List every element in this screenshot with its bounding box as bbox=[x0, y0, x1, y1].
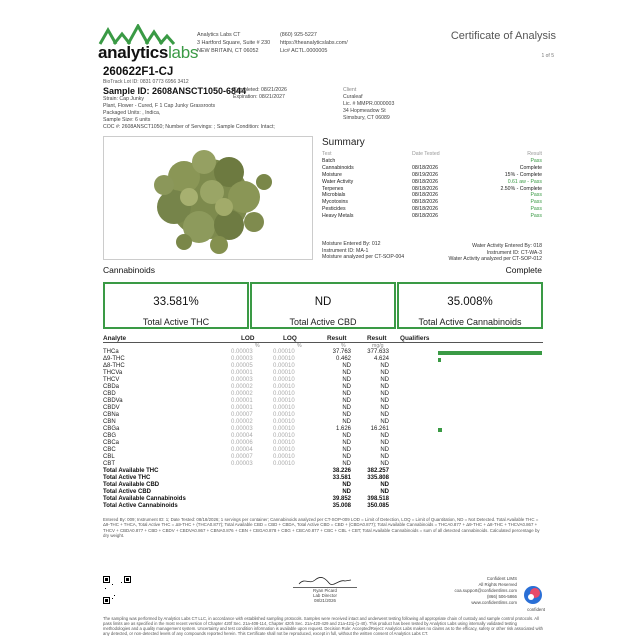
disclaimer: The sampling was performed by Analytics Labs CT LLC, in accordance with established sampling protocols. Samples were received intact and underwent testing following all appropriate chain of custody and sample control protocols. All pass limits are as specified in the most recent version of Chapter 420f Sec. 21a-408-114, Chapter 420h Sec. 21a-420-429 and 21a-421j-(1-40). This product has been tested by Analytics Labs using internally validated testing methodologies and a quality management system. Uncertainty and test condition information is available upon request. Decision Rule: Accepted/Reject: Analytics Labs makes no claims as to the efficacy, safety or other risk associated with any detected, or non-detected levels of any compounds reported herein. This Certificate shall not be reproduced, except in full, without the written consent of Analytics Labs CT. bbox=[103, 616, 543, 636]
total-row bbox=[103, 503, 543, 510]
total-active-cannabinoids-value: 35.008% bbox=[447, 296, 493, 308]
packaged-units: Packaged Units: , Indica, bbox=[103, 110, 161, 116]
analyte-loq: 0.00010 bbox=[273, 356, 295, 362]
summary-date: 08/18/2026 bbox=[412, 164, 438, 171]
analyte-loq: 0.00010 bbox=[273, 419, 295, 425]
cannabinoids-title: Cannabinoids bbox=[103, 265, 155, 275]
analyte-result-mg: ND bbox=[380, 433, 389, 439]
analyte-result-mg: ND bbox=[380, 384, 389, 390]
client-license: Lic. # MMPR.0000003 bbox=[343, 101, 395, 107]
total-active-cannabinoids-label: Total Active Cannabinoids bbox=[418, 317, 522, 327]
analyte-row bbox=[103, 363, 543, 370]
lab-address-line-2: NEW BRITAIN, CT 06052 bbox=[197, 48, 259, 55]
analyte-result-pct: ND bbox=[342, 419, 351, 425]
total-result-pct: 38.226 bbox=[332, 468, 351, 474]
total-result-pct: 33.581 bbox=[332, 475, 351, 481]
analyte-row bbox=[103, 426, 543, 433]
wa-entered-by: Water Activity Entered By: 018 bbox=[472, 243, 542, 249]
expiration-date: Expiration: 08/21/2027 bbox=[233, 94, 285, 100]
total-result-pct: ND bbox=[342, 489, 351, 495]
total-name: Total Available THC bbox=[103, 468, 159, 474]
total-row bbox=[103, 489, 543, 496]
analyte-result-pct: ND bbox=[342, 440, 351, 446]
summary-row bbox=[322, 186, 542, 193]
analyte-result-mg: ND bbox=[380, 412, 389, 418]
analyte-name: CBGa bbox=[103, 426, 120, 432]
confident-title: Confident LIMS bbox=[486, 576, 517, 581]
analyte-result-mg: ND bbox=[380, 391, 389, 397]
analyte-result-mg: 16.261 bbox=[370, 426, 389, 432]
analyte-loq: 0.00010 bbox=[273, 454, 295, 460]
col-result-pct: Result bbox=[327, 335, 347, 342]
qualifier-bar bbox=[438, 358, 441, 362]
total-name: Total Available Cannabinoids bbox=[103, 496, 186, 502]
analyte-loq: 0.00010 bbox=[273, 412, 295, 418]
analyte-result-mg: ND bbox=[380, 447, 389, 453]
total-active-thc-label: Total Active THC bbox=[142, 317, 210, 327]
analyte-loq: 0.00010 bbox=[273, 440, 295, 446]
analyte-result-pct: ND bbox=[342, 363, 351, 369]
analyte-result-mg: ND bbox=[380, 405, 389, 411]
analyte-result-pct: 37.763 bbox=[332, 349, 351, 355]
client-heading: Client bbox=[343, 87, 357, 93]
analyte-result-pct: ND bbox=[342, 461, 351, 467]
total-active-cannabinoids-box bbox=[397, 282, 543, 329]
confident-brand-label: confident bbox=[527, 607, 545, 612]
analyte-lod: 0.00005 bbox=[231, 363, 253, 369]
analyte-row bbox=[103, 447, 543, 454]
analyte-result-mg: ND bbox=[380, 377, 389, 383]
confident-logo-icon bbox=[522, 584, 544, 606]
summary-result: Complete bbox=[519, 164, 542, 171]
summary-row bbox=[322, 192, 542, 199]
client-city: Simsbury, CT 06089 bbox=[343, 115, 390, 121]
analyte-result-mg: ND bbox=[380, 363, 389, 369]
analyte-result-mg: ND bbox=[380, 461, 389, 467]
summary-rows bbox=[322, 158, 542, 220]
moisture-instrument: Instrument ID: MA-1 bbox=[322, 247, 369, 254]
analyte-loq: 0.00010 bbox=[273, 370, 295, 376]
analyte-row bbox=[103, 398, 543, 405]
analyte-name: CBDV bbox=[103, 405, 120, 411]
summary-row bbox=[322, 179, 542, 186]
analyte-result-pct: ND bbox=[342, 405, 351, 411]
lab-contact-block bbox=[280, 31, 348, 56]
analyte-result-pct: ND bbox=[342, 377, 351, 383]
sample-size: Sample Size: 6 units bbox=[103, 117, 151, 123]
summary-test: Terpenes bbox=[322, 185, 344, 192]
analyte-loq: 0.00010 bbox=[273, 349, 295, 355]
confident-lims-block bbox=[454, 576, 517, 606]
analyte-lod: 0.00004 bbox=[231, 433, 253, 439]
qualifier-bar bbox=[438, 428, 442, 432]
lab-phone: (860) 925-5227 bbox=[280, 32, 317, 38]
analyte-result-pct: ND bbox=[342, 391, 351, 397]
summary-row bbox=[322, 165, 542, 172]
method-footnote: Entered By: 009; Instrument ID: 1; Date Tested: 08/18/2026; 1 servings per container; Cannabinoids analyzed per CT-SOP-009 LOD = Limit of Detection, LOQ = Limit of Quantitation, ND = Not Detected. Total Available THC = Δ9-THC + THCA, Total Active THC = Δ9-THC + (THCA0.877); Total Available CBD = CBD + CBDA, Total Active CBD = CBD + (CBDA0.877); Total Available Cannabinoids = THCA0.877 + Δ9-THC + Δ8-THC + THCVA0.867 + THCV + CBDA0.877 + CBD + CBDV + CBDVA0.867 + CBNA0.876 + CBN + CBGA0.878 + CBG + CBCA0.877 + CBC + CBL + CBT; Total Available Cannabinoids = sum of all detected cannabinoids. Calculated percentage by dry weight. bbox=[103, 517, 540, 539]
analyte-row bbox=[103, 349, 543, 356]
total-result-mg: 382.257 bbox=[367, 468, 389, 474]
analyte-lod: 0.00002 bbox=[231, 391, 253, 397]
table-divider bbox=[103, 342, 543, 343]
lab-license: Lic# ACTL.0000005 bbox=[280, 48, 328, 55]
sample-photo bbox=[103, 136, 313, 260]
analyte-result-pct: ND bbox=[342, 398, 351, 404]
summary-row bbox=[322, 172, 542, 179]
summary-col-result: Result bbox=[527, 151, 542, 157]
analyte-row bbox=[103, 419, 543, 426]
analyte-row bbox=[103, 405, 543, 412]
analyte-result-mg: ND bbox=[380, 419, 389, 425]
moisture-sop: Moisture analyzed per CT-SOP-004 bbox=[322, 254, 405, 260]
strain: Strain: Cap Junky bbox=[103, 96, 144, 102]
analyte-name: CBL bbox=[103, 454, 115, 460]
total-result-mg: ND bbox=[380, 489, 389, 495]
summary-test: Mycotoxins bbox=[322, 199, 348, 206]
total-result-mg: 350.085 bbox=[367, 503, 389, 509]
confident-email[interactable]: coa.support@confidentlims.com bbox=[454, 588, 517, 593]
analyte-name: CBNa bbox=[103, 412, 120, 418]
analyte-lod: 0.00001 bbox=[231, 405, 253, 411]
analyte-result-mg: ND bbox=[380, 454, 389, 460]
summary-date: 08/18/2026 bbox=[412, 213, 438, 220]
analyte-loq: 0.00010 bbox=[273, 426, 295, 432]
summary-row bbox=[322, 199, 542, 206]
col-result-mg: Result bbox=[367, 335, 387, 342]
analyte-name: CBD bbox=[103, 391, 116, 397]
analyte-result-pct: ND bbox=[342, 433, 351, 439]
sample-meta bbox=[103, 96, 215, 117]
total-row bbox=[103, 475, 543, 482]
total-row bbox=[103, 468, 543, 475]
analyte-row bbox=[103, 454, 543, 461]
summary-row bbox=[322, 206, 542, 213]
total-active-cbd-box bbox=[250, 282, 396, 329]
wa-sop: Water Activity analyzed per CT-SOP-012 bbox=[448, 256, 542, 262]
analyte-result-mg: ND bbox=[380, 440, 389, 446]
summary-test: Moisture bbox=[322, 171, 342, 178]
confident-phone: (866) 506-5866 bbox=[486, 594, 517, 599]
analyte-result-mg: 4.624 bbox=[373, 356, 389, 362]
analyte-name: CBDVa bbox=[103, 398, 123, 404]
analyte-name: CBCa bbox=[103, 440, 120, 446]
analyte-name: CBT bbox=[103, 461, 115, 467]
total-result-mg: ND bbox=[380, 482, 389, 488]
summary-result: Pass bbox=[530, 206, 542, 213]
analyte-name: CBC bbox=[103, 447, 116, 453]
summary-date: 08/18/2026 bbox=[412, 192, 438, 199]
analyte-name: THCVa bbox=[103, 370, 123, 376]
qr-code-icon[interactable] bbox=[103, 576, 131, 604]
sample-id: Sample ID: 2608ANSCT1050-6844 bbox=[103, 86, 247, 96]
lab-url[interactable]: https://theanalyticslabs.com/ bbox=[280, 40, 348, 47]
moisture-entered-block bbox=[322, 241, 404, 261]
summary-result: 2.50% - Complete bbox=[500, 185, 542, 192]
analyte-lod: 0.00003 bbox=[231, 356, 253, 362]
analyte-lod: 0.00002 bbox=[231, 419, 253, 425]
client-street: 34 Hopmeadow St bbox=[343, 108, 386, 114]
analyte-loq: 0.00010 bbox=[273, 461, 295, 467]
analyte-result-pct: ND bbox=[342, 370, 351, 376]
summary-date: 08/18/2026 bbox=[412, 178, 438, 185]
analyte-lod: 0.00003 bbox=[231, 349, 253, 355]
analyte-loq: 0.00010 bbox=[273, 447, 295, 453]
analyte-row bbox=[103, 391, 543, 398]
total-row bbox=[103, 482, 543, 489]
total-active-thc-box bbox=[103, 282, 249, 329]
analyte-lod: 0.00006 bbox=[231, 440, 253, 446]
lab-name: Analytics Labs CT bbox=[197, 32, 241, 38]
document-title: Certificate of Analysis bbox=[450, 30, 556, 42]
summary-test: Water Activity bbox=[322, 178, 354, 185]
analyte-row bbox=[103, 440, 543, 447]
summary-date: 08/19/2026 bbox=[412, 171, 438, 178]
col-analyte: Analyte bbox=[103, 335, 127, 342]
summary-header-row bbox=[322, 151, 542, 158]
analyte-result-pct: 0.462 bbox=[335, 356, 351, 362]
analyte-lod: 0.00001 bbox=[231, 370, 253, 376]
summary-result: Pass bbox=[530, 199, 542, 206]
analyte-lod: 0.00007 bbox=[231, 454, 253, 460]
analyte-row bbox=[103, 377, 543, 384]
analyte-result-mg: ND bbox=[380, 398, 389, 404]
unit-lod: % bbox=[255, 343, 260, 349]
analyte-lod: 0.00003 bbox=[231, 377, 253, 383]
sample-batch-id: 260622F1-CJ bbox=[103, 66, 174, 78]
signer-name: Ryan Picard bbox=[313, 588, 337, 593]
total-result-pct: 35.008 bbox=[332, 503, 351, 509]
sample-dates bbox=[233, 87, 287, 101]
analyte-loq: 0.00010 bbox=[273, 391, 295, 397]
analyte-name: CBDa bbox=[103, 384, 120, 390]
total-result-pct: ND bbox=[342, 482, 351, 488]
summary-result: Pass bbox=[530, 157, 542, 164]
summary-date bbox=[412, 158, 488, 165]
unit-loq: % bbox=[297, 343, 302, 349]
matrix: Plant, Flower - Cured, F 1 Cap Junky Grassroots bbox=[103, 103, 216, 109]
summary-result: 0.61 aw - Pass bbox=[507, 178, 542, 185]
analyte-lod: 0.00001 bbox=[231, 398, 253, 404]
cannabis-flower-image bbox=[104, 137, 313, 260]
lab-address-block bbox=[197, 31, 270, 56]
summary-date: 08/18/2026 bbox=[412, 185, 438, 192]
logo-word-analytics: analytics bbox=[98, 43, 169, 62]
completed-date: Completed: 08/21/2026 bbox=[233, 87, 287, 93]
summary-row bbox=[322, 213, 542, 220]
signer-title: Lab Director bbox=[313, 593, 337, 598]
client-name: Curaleaf bbox=[343, 94, 363, 100]
total-active-cbd-value: ND bbox=[314, 296, 332, 308]
analyte-name: CBN bbox=[103, 419, 116, 425]
summary-date: 08/18/2026 bbox=[412, 206, 438, 213]
analytics-labs-logo-text bbox=[98, 43, 198, 63]
analyte-loq: 0.00010 bbox=[273, 384, 295, 390]
cannabinoids-status: Complete bbox=[505, 265, 542, 275]
signature-block bbox=[285, 576, 365, 603]
analyte-name: Δ9-THC bbox=[103, 356, 125, 362]
summary-col-date: Date Tested bbox=[412, 151, 440, 157]
qualifier-bar bbox=[438, 351, 542, 355]
summary-result: 15% - Complete bbox=[504, 171, 542, 178]
summary-test: Batch bbox=[322, 157, 336, 164]
analyte-result-mg: 377.633 bbox=[367, 349, 389, 355]
total-name: Total Available CBD bbox=[103, 482, 160, 488]
total-active-thc-value: 33.581% bbox=[153, 296, 199, 308]
sample-size-block bbox=[103, 117, 275, 130]
total-name: Total Active CBD bbox=[103, 489, 152, 495]
summary-result: Pass bbox=[530, 213, 542, 220]
summary-result: Pass bbox=[530, 192, 542, 199]
analyte-row bbox=[103, 412, 543, 419]
analyte-name: CBG bbox=[103, 433, 117, 439]
analyte-result-mg: ND bbox=[380, 370, 389, 376]
summary-test: Pesticides bbox=[322, 206, 346, 213]
total-result-pct: 39.852 bbox=[332, 496, 351, 502]
logo-word-labs: labs bbox=[168, 43, 199, 62]
water-activity-entered-block bbox=[448, 243, 542, 263]
analyte-name: THCV bbox=[103, 377, 120, 383]
analyte-lod: 0.00003 bbox=[231, 426, 253, 432]
analyte-loq: 0.00010 bbox=[273, 405, 295, 411]
client-block bbox=[343, 87, 394, 122]
total-result-mg: 398.518 bbox=[367, 496, 389, 502]
summary-col-test: Test bbox=[322, 151, 332, 157]
analyte-loq: 0.00010 bbox=[273, 377, 295, 383]
analyte-loq: 0.00010 bbox=[273, 398, 295, 404]
analyte-row bbox=[103, 461, 543, 468]
analyte-result-pct: ND bbox=[342, 447, 351, 453]
analyte-lod: 0.00004 bbox=[231, 447, 253, 453]
analyte-table-body bbox=[103, 349, 543, 510]
col-lod: LOD bbox=[241, 335, 255, 342]
analyte-lod: 0.00007 bbox=[231, 412, 253, 418]
analyte-name: Δ8-THC bbox=[103, 363, 125, 369]
total-name: Total Active Cannabinoids bbox=[103, 503, 178, 509]
total-active-cbd-label: Total Active CBD bbox=[289, 317, 357, 327]
summary-title: Summary bbox=[322, 137, 365, 148]
analyte-result-pct: ND bbox=[342, 454, 351, 460]
analyte-lod: 0.00003 bbox=[231, 461, 253, 467]
summary-test: Heavy Metals bbox=[322, 213, 354, 220]
total-row bbox=[103, 496, 543, 503]
analyte-row bbox=[103, 433, 543, 440]
analyte-row bbox=[103, 356, 543, 363]
summary-row bbox=[322, 158, 542, 165]
analyte-result-pct: ND bbox=[342, 384, 351, 390]
analyte-row bbox=[103, 384, 543, 391]
biotrack-lot-id: BioTrack Lot ID: 0831 0773 6956 3412 bbox=[103, 79, 189, 85]
confident-url[interactable]: www.confidentlims.com bbox=[471, 600, 517, 605]
moisture-entered-by: Moisture Entered By: 012 bbox=[322, 241, 381, 247]
analyte-name: THCa bbox=[103, 349, 119, 355]
analyte-lod: 0.00002 bbox=[231, 384, 253, 390]
signature-date: 08/21/2026 bbox=[314, 598, 336, 603]
col-loq: LOQ bbox=[283, 335, 297, 342]
summary-date: 08/18/2026 bbox=[412, 199, 438, 206]
analyte-result-pct: 1.626 bbox=[335, 426, 351, 432]
summary-table bbox=[322, 151, 542, 220]
page-number: 1 of 5 bbox=[541, 53, 554, 59]
signature-image bbox=[295, 576, 355, 586]
col-qualifiers: Qualifiers bbox=[400, 335, 430, 342]
total-name: Total Active THC bbox=[103, 475, 151, 481]
analyte-loq: 0.00010 bbox=[273, 433, 295, 439]
total-result-mg: 335.808 bbox=[367, 475, 389, 481]
unit-result-pct: % bbox=[341, 343, 346, 349]
summary-test: Microbials bbox=[322, 192, 346, 199]
analyte-loq: 0.00010 bbox=[273, 363, 295, 369]
analyte-result-pct: ND bbox=[342, 412, 351, 418]
coc-info: COC #: 2608ANSCT1050; Number of Servings: ; Sample Condition: Intact; bbox=[103, 123, 275, 130]
summary-test: Cannabinoids bbox=[322, 164, 354, 171]
unit-result-mg: mg/g bbox=[372, 343, 384, 349]
confident-rights: All Rights Reserved bbox=[478, 582, 517, 587]
wa-instrument: Instrument ID: CT-WA-3 bbox=[486, 249, 542, 256]
lab-address-line-1: 3 Hartford Square, Suite # 230 bbox=[197, 40, 271, 47]
analyte-row bbox=[103, 370, 543, 377]
